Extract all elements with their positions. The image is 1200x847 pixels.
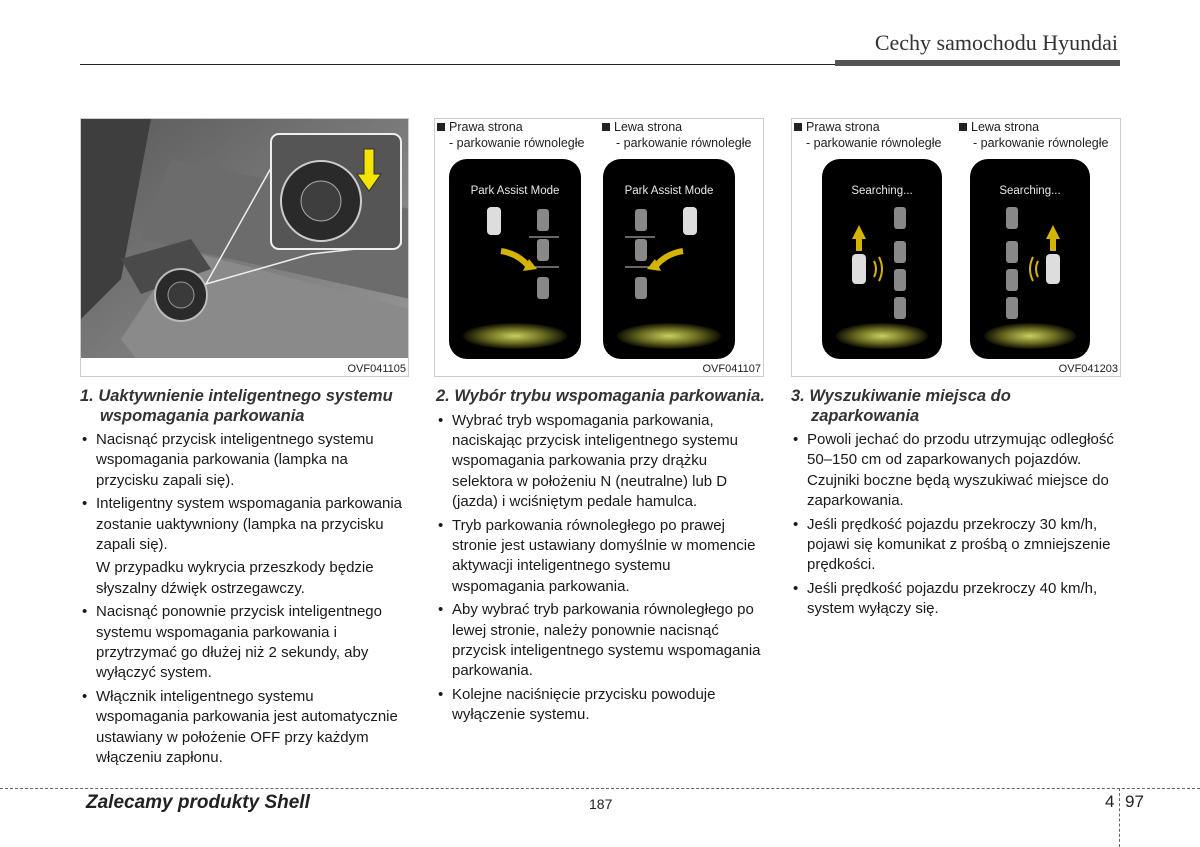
- legend-square-icon: [959, 123, 967, 131]
- screen-title: Searching...: [999, 185, 1061, 197]
- figure-code: OVF041105: [347, 363, 406, 375]
- list-item: • Aby wybrać tryb parkowania równoległego po lewej stronie, należy ponownie nacisnąć przycisk inteligentnego systemu wspomagania parkowania.: [436, 600, 766, 682]
- list-item: • Nacisnąć przycisk inteligentnego systemu wspomagania parkowania (lampka na przycisku zapali się).: [80, 430, 410, 491]
- section-heading: 2. Wybór trybu wspomagania parkowania.: [436, 387, 765, 405]
- display-screen-right: [449, 159, 581, 359]
- figure-code: OVF041107: [702, 363, 761, 375]
- screen-glow: [836, 323, 928, 349]
- screen-title: Park Assist Mode: [624, 185, 714, 197]
- list-item: • Włącznik inteligentnego systemu wspomagania parkowania jest automatycznie ustawiany w położenie OFF przy każdym włączeniu zapłonu.: [80, 687, 410, 769]
- display-screen-left: [603, 159, 735, 359]
- legend-right-sub: - parkowanie równoległe: [806, 136, 942, 150]
- screen-title: Searching...: [851, 185, 913, 197]
- legend-square-icon: [794, 123, 802, 131]
- header-rule: [80, 64, 835, 65]
- footer-section-page: 97: [1125, 792, 1144, 811]
- section-heading: 1. Uaktywnienie inteligentnego systemu wspomagania parkowania: [80, 387, 393, 425]
- legend-left-side: Lewa strona: [959, 119, 1039, 135]
- list-item: • Inteligentny system wspomagania parkowania zostanie uaktywniony (lampka na przycisku zapali się).: [80, 494, 410, 555]
- section-list: [791, 430, 1121, 620]
- legend-square-icon: [602, 123, 610, 131]
- screen-title: Park Assist Mode: [470, 185, 560, 197]
- legend-left-sub: - parkowanie równoległe: [973, 136, 1109, 150]
- legend-right-side: Prawa strona: [794, 119, 880, 135]
- section-note: W przypadku wykrycia przeszkody będzie słyszalny dźwięk ostrzegawczy.: [96, 559, 374, 597]
- footer-slogan: Zalecamy produkty Shell: [86, 792, 310, 813]
- section-1: [80, 387, 410, 772]
- list-item: • Nacisnąć ponownie przycisk inteligentnego systemu wspomagania parkowania i przytrzymać go dłużej niż 2 sekundy, aby wyłączyć system.: [80, 602, 410, 684]
- list-item: • Jeśli prędkość pojazdu przekroczy 30 km/h, pojawi się komunikat z prośbą o zmniejszenie prędkości.: [791, 515, 1121, 576]
- section-list: [80, 602, 410, 768]
- legend-right-sub: - parkowanie równoległe: [449, 136, 585, 150]
- legend-left-sub: - parkowanie równoległe: [616, 136, 752, 150]
- footer-divider: [0, 788, 1200, 789]
- list-item: • Powoli jechać do przodu utrzymując odległość 50–150 cm od zaparkowanych pojazdów. Czujniki boczne będą wyszukiwać miejsce do zaparkowania.: [791, 430, 1121, 512]
- display-screen-right: [822, 159, 942, 359]
- section-list: [80, 430, 410, 555]
- screen-glow: [984, 323, 1076, 349]
- figure-console-button: [80, 118, 409, 377]
- legend-left-side: Lewa strona: [602, 119, 682, 135]
- legend-right-side: Prawa strona: [437, 119, 523, 135]
- footer-vertical-divider: [1119, 788, 1120, 847]
- list-item: • Tryb parkowania równoległego po prawej stronie jest ustawiany domyślnie w momencie aktywacji inteligentnego systemu wspomagania parkowania.: [436, 516, 766, 598]
- footer-chapter-number: 4: [1105, 792, 1115, 811]
- legend-square-icon: [437, 123, 445, 131]
- screen-glow: [617, 323, 721, 349]
- section-3: [791, 387, 1121, 623]
- figure-code: OVF041203: [1058, 363, 1118, 375]
- console-illustration: [81, 119, 409, 377]
- display-screen-left: [970, 159, 1090, 359]
- section-heading: 3. Wyszukiwanie miejsca do zaparkowania: [791, 387, 1011, 425]
- section-list: [436, 411, 766, 726]
- figure-searching: [791, 118, 1121, 377]
- footer-page-number: 187: [589, 796, 613, 812]
- section-2: [436, 387, 766, 729]
- header-bar: [835, 60, 1120, 66]
- page-header-title: Cechy samochodu Hyundai: [874, 30, 1118, 55]
- list-item: • Jeśli prędkość pojazdu przekroczy 40 km/h, system wyłączy się.: [791, 579, 1121, 620]
- figure-park-assist-mode: [434, 118, 764, 377]
- screen-glow: [463, 323, 567, 349]
- list-item: • Kolejne naciśnięcie przycisku powoduje wyłączenie systemu.: [436, 685, 766, 726]
- list-item: • Wybrać tryb wspomagania parkowania, naciskając przycisk inteligentnego systemu wspomagania parkowania przy drążku selektora w położeniu N (neutralne) lub D (jazda) i wciśniętym pedale hamulca.: [436, 411, 766, 513]
